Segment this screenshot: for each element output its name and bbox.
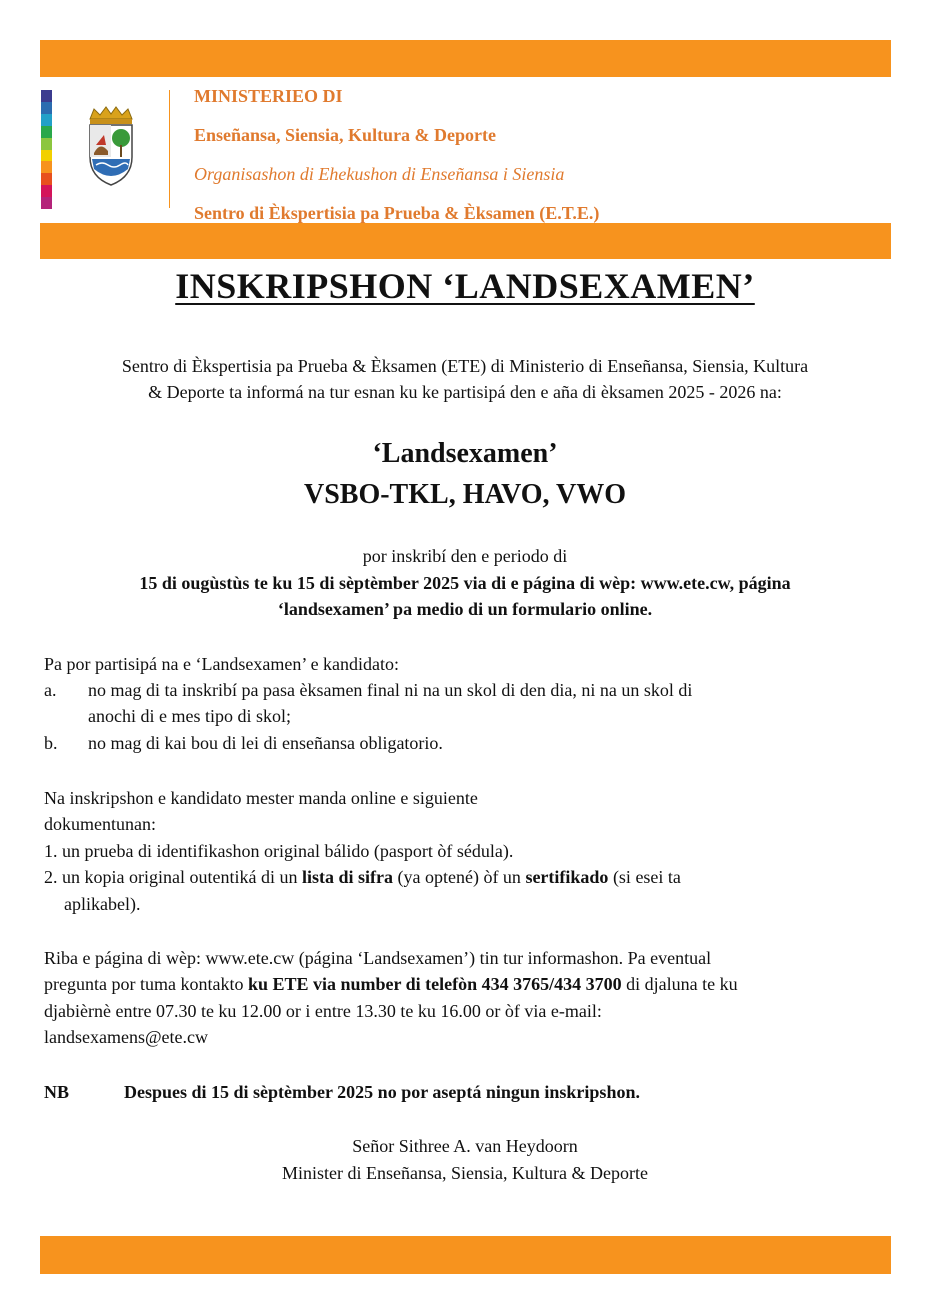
condition-b-marker: b.	[44, 733, 58, 753]
nb-label: NB	[44, 1082, 70, 1102]
contact-line-2: pregunta por tuma kontakto ku ETE via number di telefòn 434 3765/434 3700 di djaluna te ku	[44, 974, 738, 994]
contact-email: landsexamens@ete.cw	[44, 1027, 209, 1047]
intro-line-1: Sentro di Èkspertisia pa Prueba & Èksamen (ETE) di Ministerio di Enseñansa, Siensia, Kultura	[121, 356, 809, 376]
document-item-2: 2. un kopia original outentiká di un lista di sifra (ya optené) òf un sertifikado (si esei ta	[44, 867, 681, 887]
period-dates: 15 di ougùstùs te ku 15 di sèptèmber 2025 via di e página di wèp: www.ete.cw, página	[139, 573, 791, 593]
color-strip-segment	[41, 161, 52, 173]
exam-types: VSBO-TKL, HAVO, VWO	[303, 479, 627, 510]
color-strip-segment	[41, 150, 52, 162]
condition-b-line-1: no mag di kai bou di lei di enseñansa obligatorio.	[88, 733, 443, 753]
conditions-intro: Pa por partisipá na e ‘Landsexamen’ e kandidato:	[44, 654, 400, 674]
exam-name: ‘Landsexamen’	[372, 438, 558, 469]
signature-name: Señor Sithree A. van Heydoorn	[352, 1136, 578, 1156]
documents-intro-2: dokumentunan:	[44, 814, 156, 834]
document-item-2-cont: aplikabel).	[64, 894, 141, 914]
nb-text: Despues di 15 di sèptèmber 2025 no por aseptá ningun inskripshon.	[124, 1082, 640, 1102]
signature-role: Minister di Enseñansa, Siensia, Kultura & Deporte	[282, 1163, 648, 1183]
color-strip-segment	[41, 197, 52, 209]
color-strip-segment	[41, 90, 52, 102]
middle-orange-bar	[40, 223, 891, 259]
condition-a-line-2: anochi di e mes tipo di skol;	[88, 706, 291, 726]
header-divider	[169, 90, 170, 208]
color-strip	[41, 90, 52, 209]
color-strip-segment	[41, 185, 52, 197]
color-strip-segment	[41, 126, 52, 138]
bottom-orange-bar	[40, 1236, 891, 1274]
coat-of-arms-icon	[82, 105, 140, 187]
period-intro: por inskribí den e periodo di	[362, 546, 568, 566]
period-form: ‘landsexamen’ pa medio di un formulario online.	[277, 599, 653, 619]
ministry-label: MINISTERIEO DI	[194, 86, 343, 106]
document-item-1: 1. un prueba di identifikashon original bálido (pasport òf sédula).	[44, 841, 514, 861]
contact-line-1: Riba e página di wèp: www.ete.cw (página ‘Landsexamen’) tin tur informashon. Pa eventual	[44, 948, 712, 968]
documents-intro-1: Na inskripshon e kandidato mester manda online e siguiente	[44, 788, 478, 808]
intro-line-2: & Deporte ta informá na tur esnan ku ke partisipá den e aña di èksamen 2025 - 2026 na:	[148, 382, 782, 402]
page-title: INSKRIPSHON ‘LANDSEXAMEN’	[175, 266, 755, 306]
color-strip-segment	[41, 138, 52, 150]
top-orange-bar	[40, 40, 891, 77]
color-strip-segment	[41, 173, 52, 185]
color-strip-segment	[41, 102, 52, 114]
contact-line-3: djabièrnè entre 07.30 te ku 12.00 or i entre 13.30 te ku 16.00 or òf via e-mail:	[44, 1001, 602, 1021]
color-strip-segment	[41, 114, 52, 126]
ministry-name: Enseñansa, Siensia, Kultura & Deporte	[194, 125, 497, 145]
condition-a-line-1: no mag di ta inskribí pa pasa èksamen final ni na un skol di den dia, ni na un skol di	[88, 680, 693, 700]
condition-a-marker: a.	[44, 680, 57, 700]
organisation-name: Organisashon di Ehekushon di Enseñansa i Siensia	[194, 164, 565, 184]
ete-name: Sentro di Èkspertisia pa Prueba & Èksamen (E.T.E.)	[194, 203, 600, 223]
